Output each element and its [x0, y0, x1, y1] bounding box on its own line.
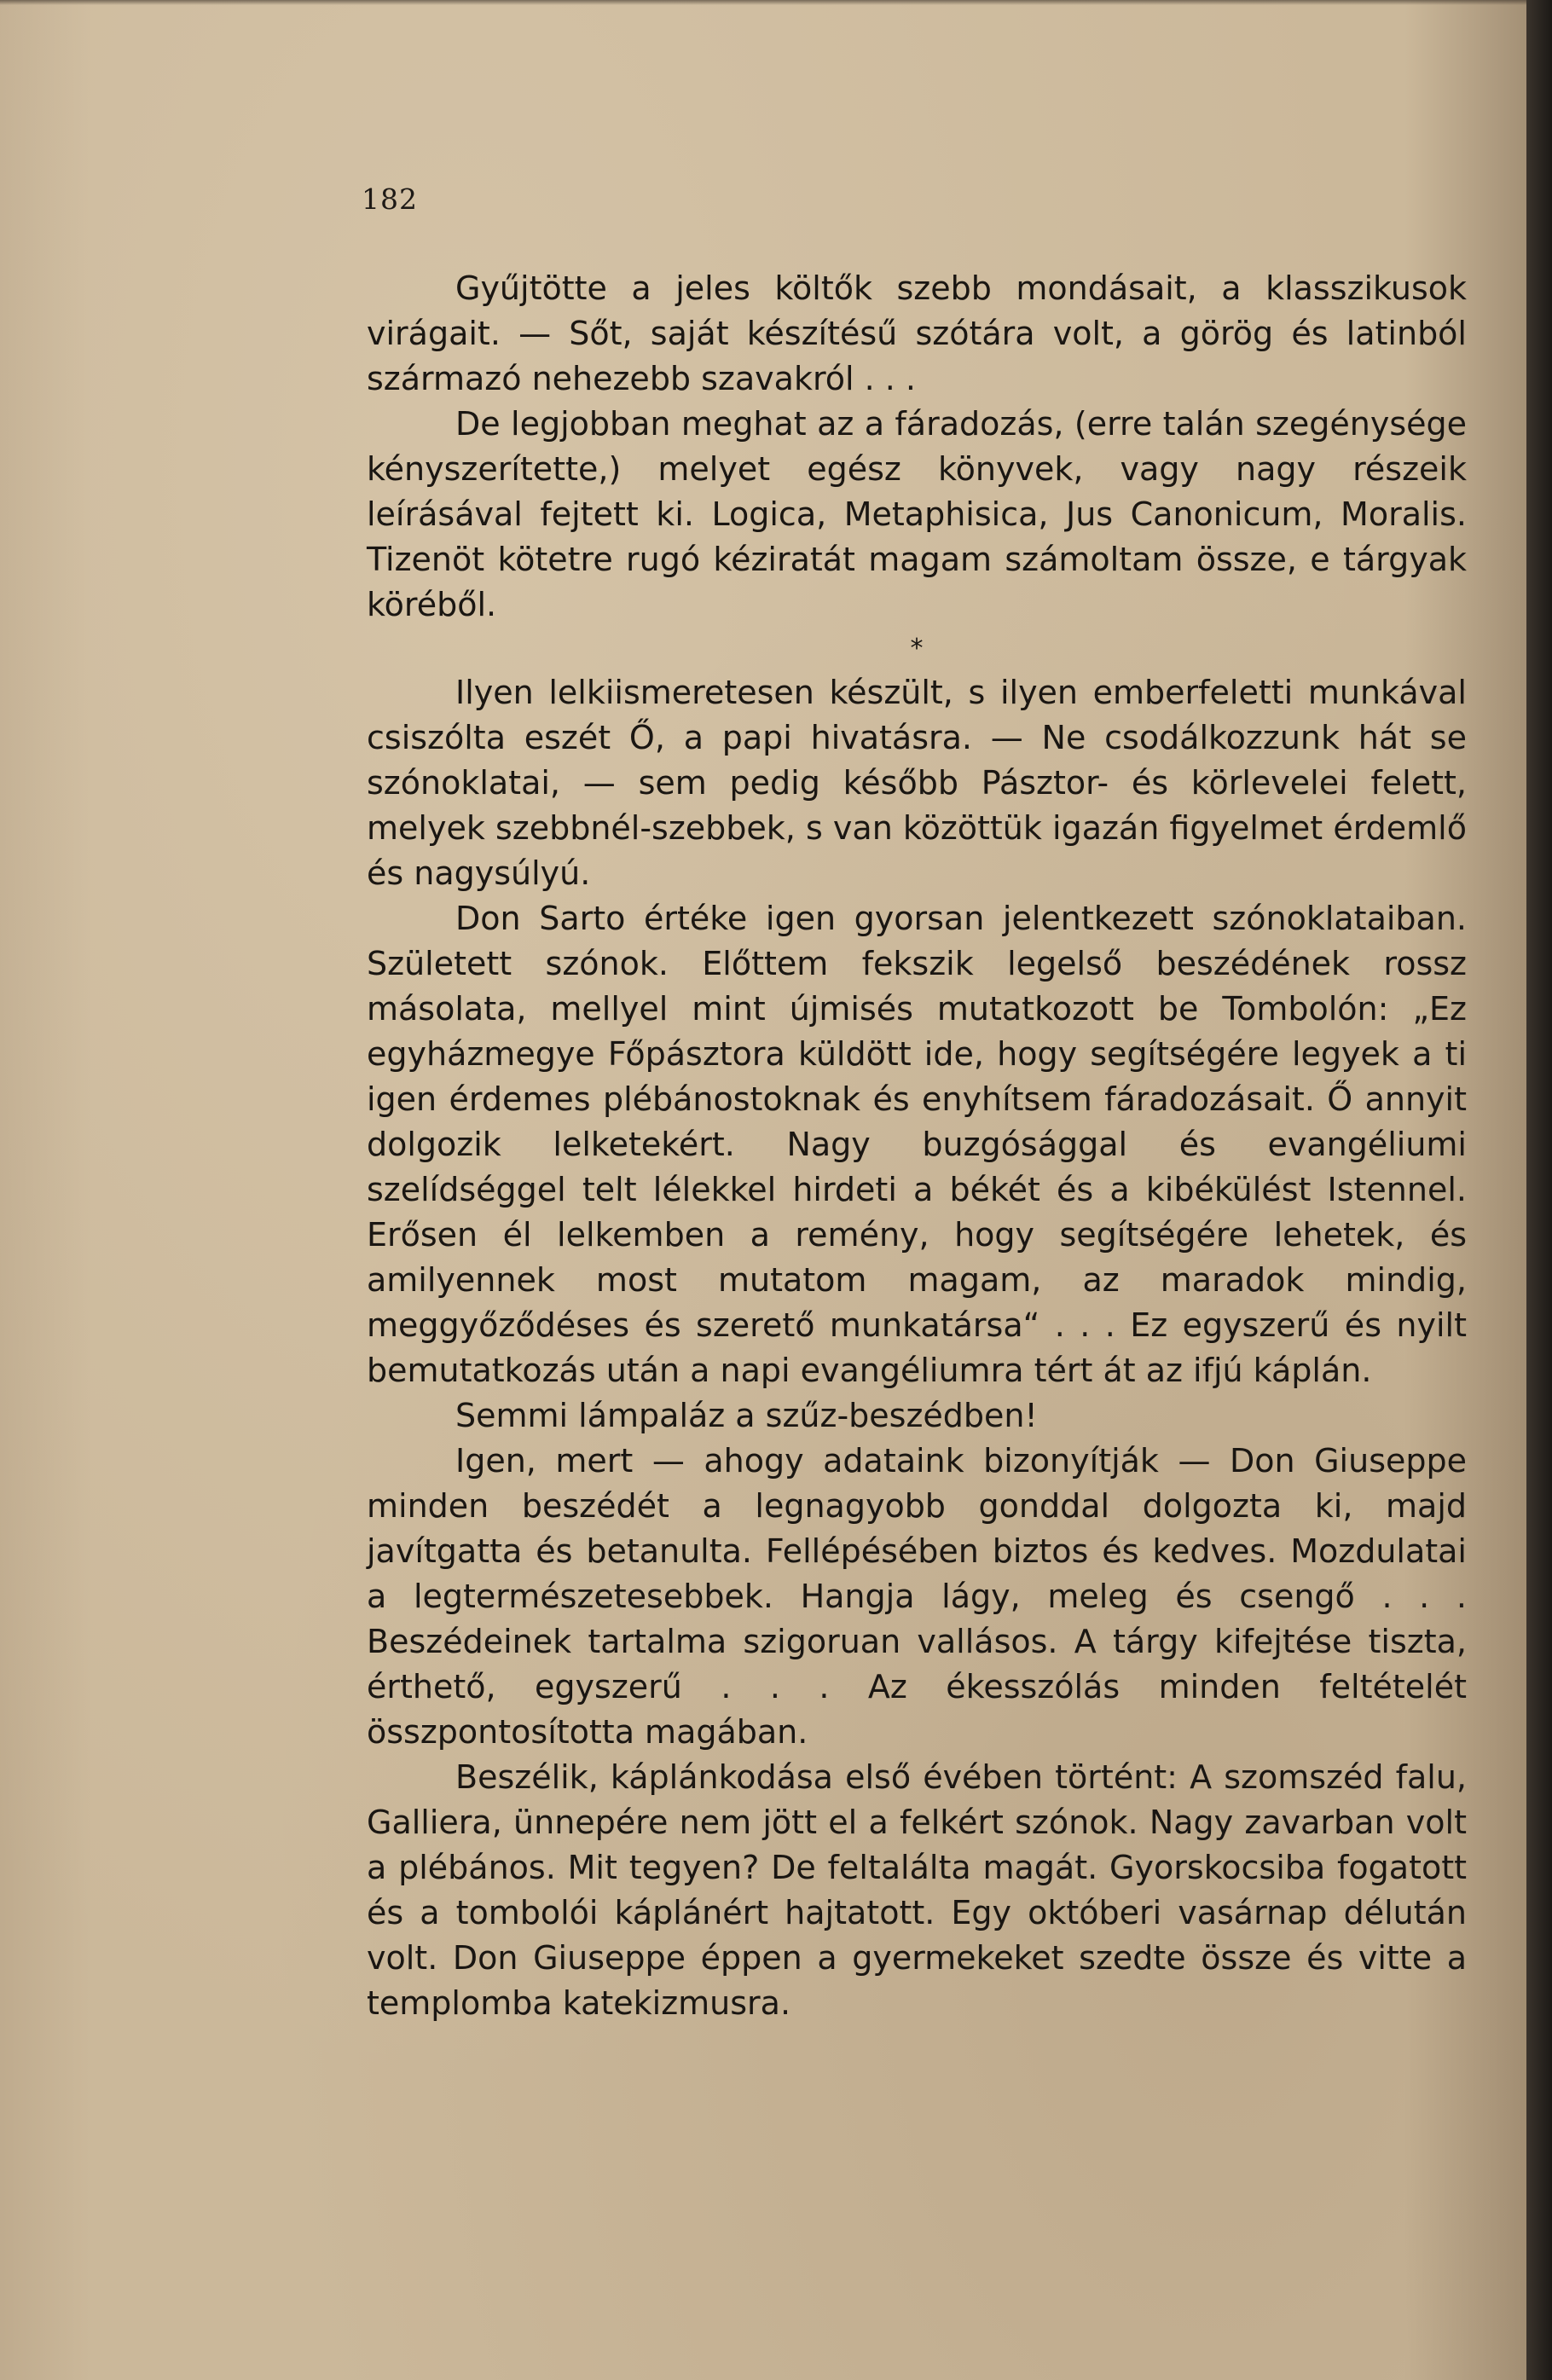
page-top-shadow — [0, 0, 1526, 5]
paragraph-2: De legjobban meghat az a fáradozás, (erre talán szegénysége kényszerítette,) melyet egész könyvek, vagy nagy részeik leírásával fejtett ki. Logica, Metaphisica, Jus Canonicum, Moralis. Tizenöt kötetre rugó kéziratát magam számoltam össze, e tárgyak köréből. — [367, 405, 1467, 623]
paragraph-6: Igen, mert — ahogy adataink bizonyítják — Don Giuseppe minden beszédét a legnagyobb gonddal dolgozta ki, majd javítgatta és betanulta. Fellépésében biztos és kedves. Mozdulatai a legtermészetesebbek. Hangja lágy, meleg és csengő . . . Beszédeinek tartalma szigoruan vallásos. A tárgy kifejtése tiszta, érthető, egyszerű . . . Az ékesszólás minden feltételét összpontosította magában. — [367, 1442, 1467, 1751]
page-number: 182 — [362, 182, 418, 216]
paragraph-5: Semmi lámpaláz a szűz-beszédben! — [455, 1397, 1038, 1434]
body-text — [367, 266, 1467, 2026]
paragraph-1: Gyűjtötte a jeles költők szebb mondásait, a klasszikusok virágait. — Sőt, saját készítésű szótára volt, a görög és latinból származó nehezebb szavakról . . . — [367, 269, 1467, 397]
paragraph-3: Ilyen lelkiismeretesen készült, s ilyen emberfeletti munkával csiszólta eszét Ő, a papi hivatásra. — Ne csodálkozzunk hát se szónoklatai, — sem pedig később Pásztor- és körlevelei felett, melyek szebbnél-szebbek, s van közöttük igazán figyelmet érdemlő és nagysúlyú. — [367, 674, 1467, 892]
section-separator: * — [910, 634, 924, 663]
paragraph-7: Beszélik, káplánkodása első évében történt: A szomszéd falu, Galliera, ünnepére nem jött el a felkért szónok. Nagy zavarban volt a plébános. Mit tegyen? De feltalálta magát. Gyorskocsiba fogatott és a tombolói káplánért hajtatott. Egy októberi vasárnap délután volt. Don Giuseppe éppen a gyermekeket szedte össze és vitte a templomba katekizmusra. — [367, 1758, 1467, 2022]
paragraph-4: Don Sarto értéke igen gyorsan jelentkezett szónoklataiban. Született szónok. Előttem fekszik legelső beszédének rossz másolata, mellyel mint újmisés mutatkozott be Tombolón: „Ez egyházmegye Főpásztora küldött ide, hogy segítségére legyek a ti igen érdemes plébánostoknak és enyhítsem fáradozásait. Ő annyit dolgozik lelketekért. Nagy buzgósággal és evangéliumi szelídséggel telt lélekkel hirdeti a békét és a kibékülést Istennel. Erősen él lelkemben a remény, hogy segítségére lehetek, és amilyennek most mutatom magam, az maradok mindig, meggyőződéses és szerető munkatársa“ . . . Ez egyszerű és nyilt bemutatkozás után a napi evangéliumra tért át az ifjú káplán. — [367, 900, 1467, 1389]
book-edge-shadow — [1526, 0, 1552, 2380]
